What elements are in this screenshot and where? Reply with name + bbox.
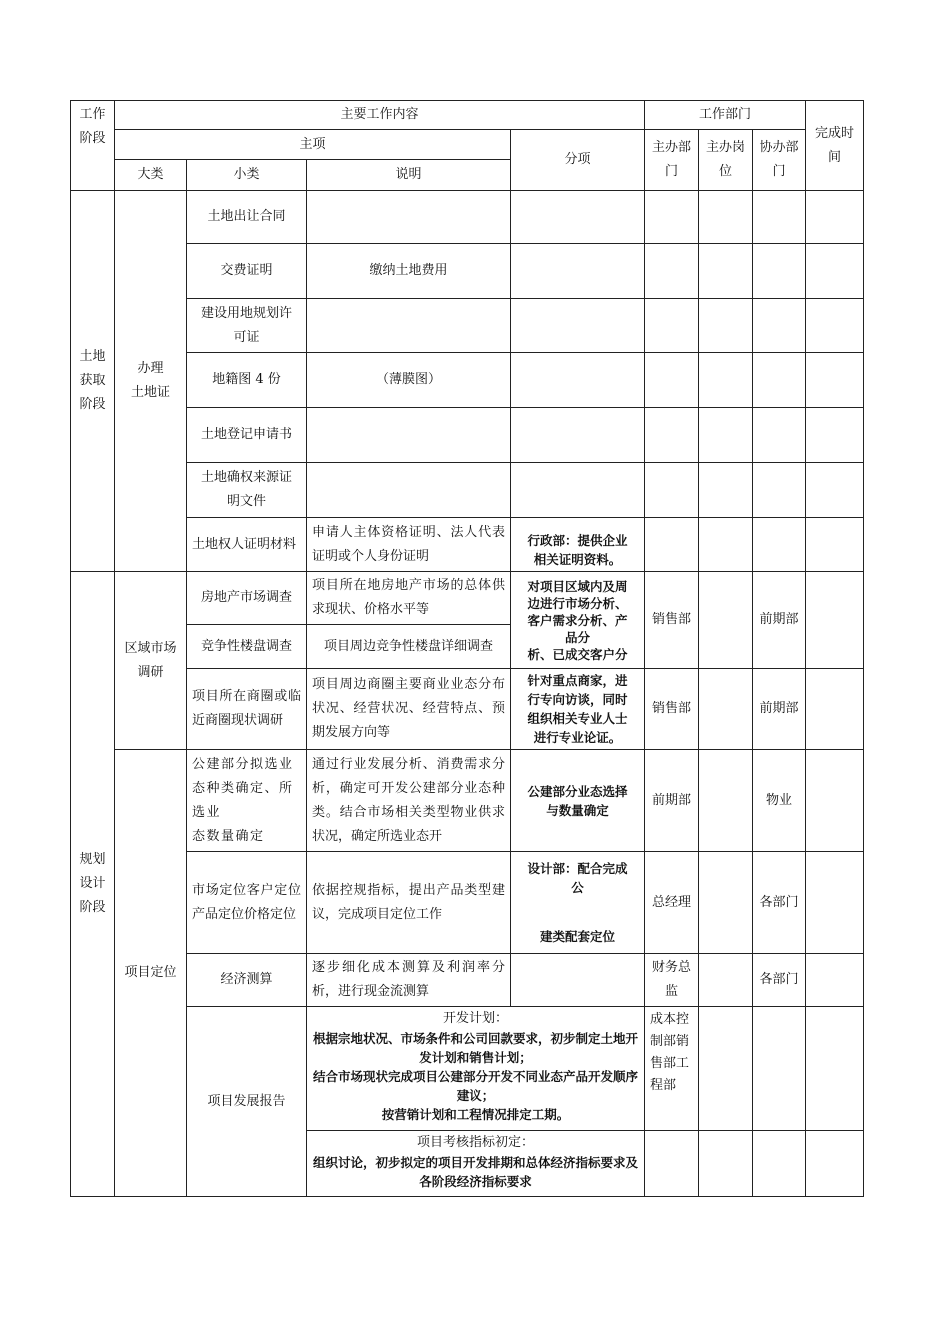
land-sub-last: 土地权人证明材料 xyxy=(187,518,307,572)
land-item-last: 行政部：提供企业 相关证明资料。 xyxy=(511,518,645,572)
header-subcategory: 小类 xyxy=(187,160,307,191)
kpi-line: 组织讨论，初步拟定的项目开发排期和总体经济指标要求及各阶段经济指标要求 xyxy=(313,1155,639,1189)
header-main-content: 主要工作内容 xyxy=(115,101,645,130)
market-sub-2: 竞争性楼盘调查 xyxy=(187,625,307,669)
land-desc-last: 申请人主体资格证明、法人代表证明或个人身份证明 xyxy=(307,518,511,572)
market-sub-3: 项目所在商圈或临近商圈现状调研 xyxy=(187,669,307,750)
category-market-survey: 区域市场 调研 xyxy=(115,572,187,750)
kpi-title: 项目考核指标初定： xyxy=(417,1135,535,1150)
position-assist-2: 各部门 xyxy=(753,852,806,954)
category-land-cert: 办理 土地证 xyxy=(115,191,187,572)
market-desc-1: 项目所在地房地产市场的总体供求现状、价格水平等 xyxy=(307,572,511,625)
market-assist-12: 前期部 xyxy=(753,572,806,669)
position-item-1: 公建部分业态选择 与数量确定 xyxy=(511,750,645,852)
land-desc-3: （薄膜图） xyxy=(307,353,511,408)
market-assist-3: 前期部 xyxy=(753,669,806,750)
position-desc-3: 逐步细化成本测算及利润率分析，进行现金流测算 xyxy=(307,954,511,1007)
stage-land: 土地 获取 阶段 xyxy=(71,191,115,572)
position-item-2-bottom: 建类配套定位 xyxy=(540,929,616,944)
land-sub-4: 土地登记申请书 xyxy=(187,408,307,463)
position-sub-1: 公建部分拟选业态种类确定、所选业 态数量确定 xyxy=(187,750,307,852)
position-sub-2: 市场定位客户定位产品定位价格定位 xyxy=(187,852,307,954)
position-lead-1: 前期部 xyxy=(645,750,699,852)
land-desc-0 xyxy=(307,191,511,244)
header-sub-item: 分项 xyxy=(511,130,645,191)
dev-plan-title: 开发计划： xyxy=(443,1011,509,1026)
position-item-2-top: 设计部：配合完成 公 xyxy=(527,861,628,895)
work-plan-table xyxy=(70,100,864,1197)
land-desc-5 xyxy=(307,463,511,518)
stage-plan: 规划 设计 阶段 xyxy=(71,572,115,1197)
position-item-2 xyxy=(511,852,645,954)
header-assist-dept: 协办部 门 xyxy=(753,130,806,191)
position-sub-3: 经济测算 xyxy=(187,954,307,1007)
market-lead-12: 销售部 xyxy=(645,572,699,669)
position-lead-3: 财务总 监 xyxy=(645,954,699,1007)
dev-plan-line-1: 根据宗地状况、市场条件和公司回款要求，初步制定土地开发计划和销售计划； xyxy=(313,1031,639,1065)
land-sub-0: 土地出让合同 xyxy=(187,191,307,244)
market-sub-1: 房地产市场调查 xyxy=(187,572,307,625)
market-item-3: 针对重点商家，进 行专向访谈，同时 组织相关专业人士 进行专业论证。 xyxy=(511,669,645,750)
land-desc-1: 缴纳土地费用 xyxy=(307,244,511,299)
land-desc-4 xyxy=(307,408,511,463)
dev-plan-block xyxy=(307,1007,645,1131)
kpi-block xyxy=(307,1131,645,1197)
land-sub-1: 交费证明 xyxy=(187,244,307,299)
header-finish-time: 完成时 间 xyxy=(806,101,864,191)
header-main-item: 主项 xyxy=(115,130,511,160)
dev-plan-line-3: 按营销计划和工程情况排定工期。 xyxy=(381,1107,570,1122)
header-stage: 工作 阶段 xyxy=(71,101,115,191)
land-sub-2: 建设用地规划许 可证 xyxy=(187,299,307,353)
dev-plan-lead: 成本控 制部销 售部工 程部 xyxy=(645,1007,699,1131)
header-category: 大类 xyxy=(115,160,187,191)
land-sub-5: 土地确权来源证 明文件 xyxy=(187,463,307,518)
header-dept: 工作部门 xyxy=(645,101,806,130)
market-lead-3: 销售部 xyxy=(645,669,699,750)
position-desc-1: 通过行业发展分析、消费需求分析，确定可开发公建部分业态种类。结合市场相关类型物业供求状况，确定所选业态开 xyxy=(307,750,511,852)
position-sub-4: 项目发展报告 xyxy=(187,1007,307,1197)
position-lead-2: 总经理 xyxy=(645,852,699,954)
position-desc-2: 依据控规指标，提出产品类型建议，完成项目定位工作 xyxy=(307,852,511,954)
land-sub-3: 地籍图 4 份 xyxy=(187,353,307,408)
category-positioning: 项目定位 xyxy=(115,750,187,1197)
header-lead-post: 主办岗 位 xyxy=(699,130,753,191)
position-assist-1: 物业 xyxy=(753,750,806,852)
market-item-12: 对项目区域内及周 边进行市场分析、 客户需求分析、产 品分 析、已成交客户分 xyxy=(511,572,645,669)
header-lead-dept: 主办部 门 xyxy=(645,130,699,191)
market-desc-3: 项目周边商圈主要商业业态分布状况、经营状况、经营特点、预期发展方向等 xyxy=(307,669,511,750)
dev-plan-line-2: 结合市场现状完成项目公建部分开发不同业态产品开发顺序建议； xyxy=(313,1069,639,1103)
land-desc-2 xyxy=(307,299,511,353)
header-desc: 说明 xyxy=(307,160,511,191)
position-assist-3: 各部门 xyxy=(753,954,806,1007)
market-desc-2: 项目周边竞争性楼盘详细调查 xyxy=(307,625,511,669)
